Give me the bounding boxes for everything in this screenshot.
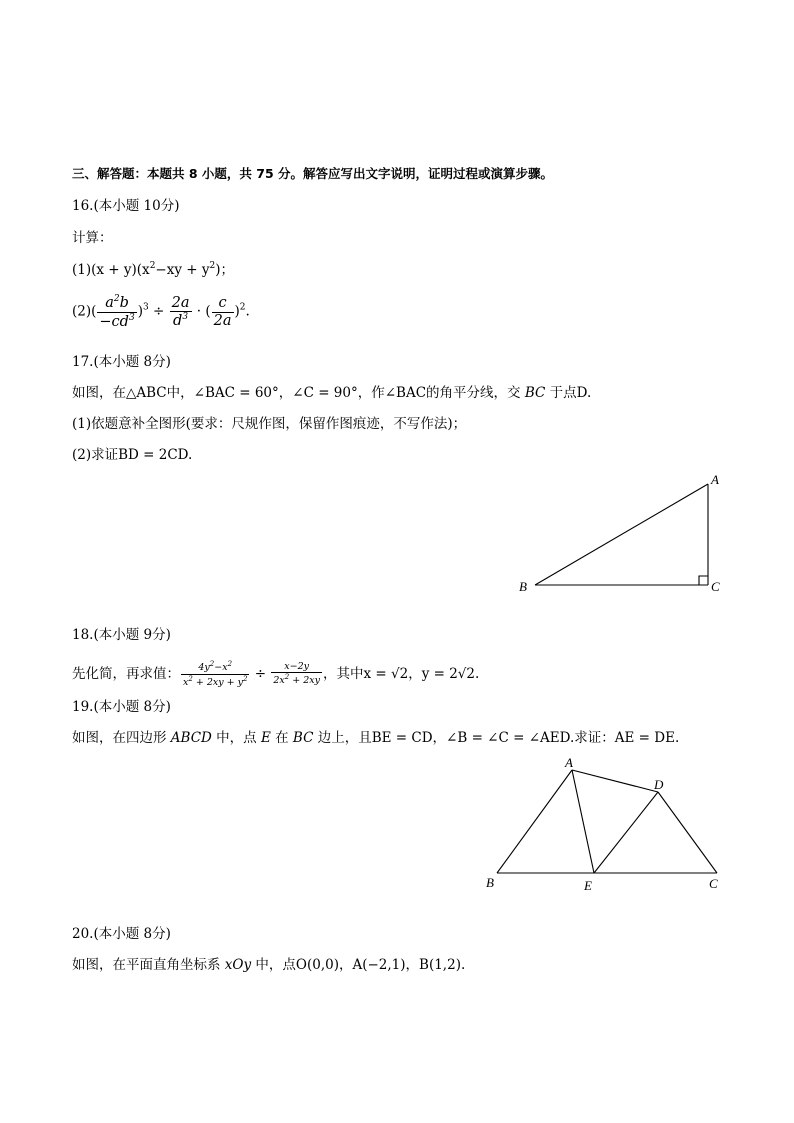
q18-frac2: $\frac{x-2y}{2x^2 + 2xy}$	[273, 660, 320, 687]
q16-intro: 计算：	[72, 230, 113, 246]
q16-part2-label: (2)	[72, 303, 92, 320]
q17-part2: (2)求证BD = 2CD.	[72, 447, 193, 463]
q16-frac2: $\frac{2a}{d^3}$	[171, 294, 190, 330]
q16-frac1: $\frac{a^2b}{-cd^3}$	[99, 294, 135, 330]
q17-label-C: C	[711, 579, 720, 594]
section3-heading: 三、解答题：本题共 8 小题，共 75 分。解答应写出文字说明，证明过程或演算步骤。	[72, 166, 554, 181]
q16-part1: $(1)(x + y)(x^2-xy + y^2)$；	[72, 261, 235, 278]
q18-lead: 先化简，再求值：	[72, 665, 180, 682]
q19-quadrilateral	[497, 770, 717, 873]
q16-part2: (2)( $\frac{a^2b}{-cd^3}$ )$^3$ ÷ $\frac{2a}{d^3}$ · ( $\frac{c}{2a}$ )$^2$.	[72, 294, 250, 330]
q17-part1: (1)依题意补全图形(要求：尺规作图，保留作图痕迹，不写作法)；	[72, 416, 467, 432]
q19-label-D: D	[654, 777, 664, 792]
q18-header: 18.(本小题 9分)	[72, 627, 171, 643]
q18-tail: ，其中x = √2，y = 2√2.	[323, 665, 480, 682]
q19-header: 19.(本小题 8分)	[72, 699, 171, 715]
q19-label-B: B	[486, 875, 494, 890]
q16-frac3: $\frac{c}{2a}$	[213, 295, 232, 329]
q18-statement: 先化简，再求值： $\frac{4y^2-x^2}{x^2 + 2xy + y^2}$ ÷ $\frac{x-2y}{2x^2 + 2xy}$ ，其中x = √2，y = 2√2.	[72, 660, 480, 688]
q17-label-A: A	[711, 472, 719, 487]
q20-statement: 如图，在平面直角坐标系 xOy 中，点O(0,0)，A(−2,1)，B(1,2).	[72, 957, 466, 973]
q18-frac1: $\frac{4y^2-x^2}{x^2 + 2xy + y^2}$	[183, 660, 248, 688]
q16-part1-label: (1)	[72, 262, 92, 278]
q19-statement: 如图，在四边形 ABCD 中，点 E 在 BC 边上，且BE = CD，∠B = ∠C = ∠AED.求证：AE = DE.	[72, 730, 680, 746]
q17-label-B: B	[519, 579, 527, 594]
q17-header: 17.(本小题 8分)	[72, 354, 171, 370]
q19-label-C: C	[709, 876, 718, 891]
q17-statement: 如图，在△ABC中，∠BAC = 60°，∠C = 90°，作∠BAC的角平分线，交 BC 于点D.	[72, 385, 592, 401]
q16-header: 16.(本小题 10分)	[72, 198, 180, 214]
q20-header: 20.(本小题 8分)	[72, 926, 171, 942]
q19-label-A: A	[565, 755, 573, 770]
q19-label-E: E	[584, 878, 592, 893]
